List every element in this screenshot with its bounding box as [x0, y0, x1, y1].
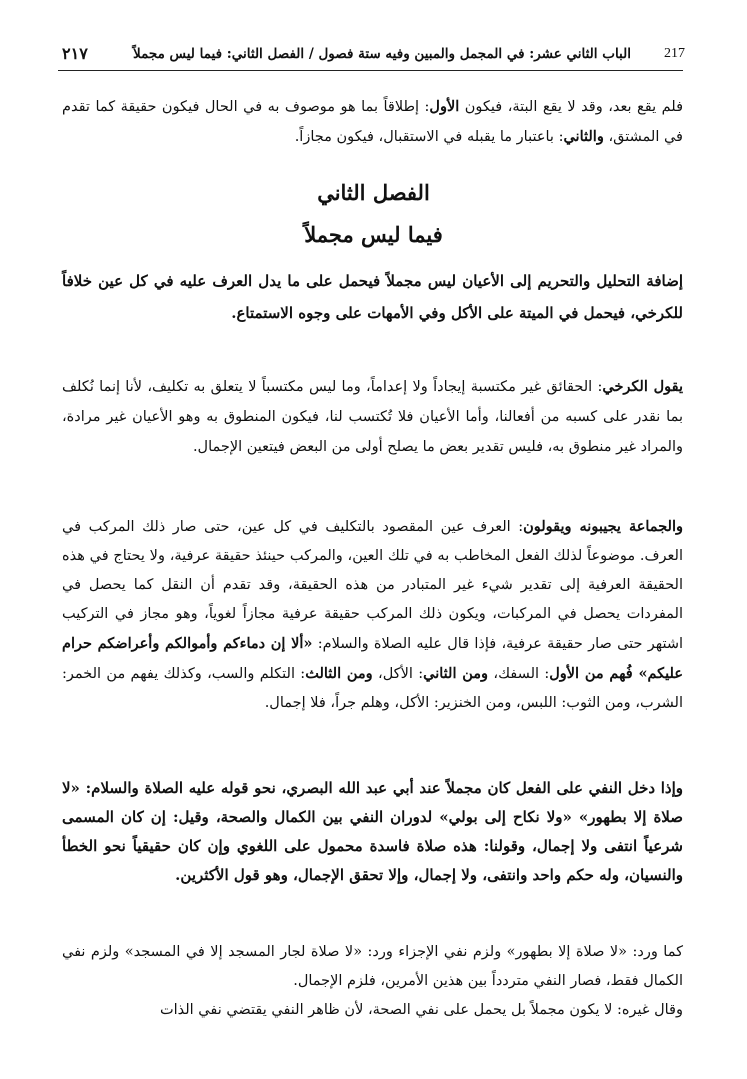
jamaa-lead: والجماعة يجيبونه ويقولون [523, 518, 684, 535]
jamaa-paragraph [62, 512, 683, 718]
last-line-1: كما ورد: «لا صلاة إلا بطهور» ولزم نفي الإجزاء ورد: «لا صلاة لجار المسجد إلا في المسجد» ولزم نفي الكمال فقط، فصار النفي متردداً بين هذين الأمرين، فلزم الإجمال. [62, 944, 683, 989]
intro-paragraph [62, 92, 683, 152]
jamaa-text-1: : العرف عين المقصود بالتكليف في كل عين، حتى صار ذلك المركب في العرف. موضوعاً لذلك الفعل المخاطب به في تلك العين، والمركب حينئذ حقيقة عرفية، ولا يحتاج في هذه الحقيقة العرفية إلى تقدير شيء غير المتبادر من هذه الحقيقة، وقد تقدم أن النقل كما يحصل في المفردات يحصل في المركبات، ويكون ذلك المركب حقيقة عرفية مجازاً لغوياً، وهو مجاز في التركيب اشتهر حتى صار حقيقة عرفية، فإذا قال عليه الصلاة والسلام: [62, 519, 683, 652]
running-header [58, 40, 683, 71]
running-title: الباب الثاني عشر: في المجمل والمبين وفيه ستة فصول / الفصل الثاني: فيما ليس مجملاً [133, 46, 631, 62]
intro-text-3: : باعتبار ما يقبله في الاستقبال، فيكون مجازاً. [294, 129, 564, 145]
jamaa-hadith: «ألا إن دماءكم وأموالكم وأعراضكم حرام عليكم» فُهم من الأول [62, 635, 683, 682]
page-number: 217 [664, 46, 685, 61]
jamaa-bold-second: ومن الثاني [423, 665, 489, 682]
jamaa-text-4: : التكلم والسب، وكذلك يفهم من الخمر: الشرب، ومن الثوب: اللبس، ومن الخنزير: الأكل، وهلم جراً، فلا إجمال. [62, 666, 683, 711]
jamaa-text-2: : السفك، [488, 666, 550, 682]
karkhi-lead: يقول الكرخي [602, 378, 683, 395]
last-paragraph [62, 938, 683, 1025]
intro-text-2: : إطلاقاً بما هو موصوف به في الحال فيكون حقيقة كما تقدم في المشتق، [62, 99, 683, 145]
karkhi-text: : الحقائق غير مكتسبة إيجاداً ولا إعداماً، وما ليس مكتسباً لا يتعلق به تكليف، لأنا إنما نُكلف بما نقدر على كسبه من أفعالنا، وأما الأعيان فلا تُكتسب لنا، فيكون المنطوق به وهو الأعيان غير مرادة، والمراد غير منطوق به، فليس تقدير بعض ما يصلح أولى من البعض فيتعين الإجمال. [62, 379, 683, 455]
intro-bold-1: الأول [429, 98, 460, 115]
page-number-arabic: ٢١٧ [62, 44, 88, 63]
intro-text-1: فلم يقع بعد، وقد لا يقع البتة، فيكون [459, 99, 683, 115]
nafy-paragraph: وإذا دخل النفي على الفعل كان مجملاً عند أبي عبد الله البصري، نحو قوله عليه الصلاة والسلام: «لا صلاة إلا بطهور» «ولا نكاح إلى بولي» لدوران النفي بين الكمال والصحة، وقيل: إن كان المسمى شرعياً انتفى ولا إجمال، وقولنا: هذه صلاة فاسدة محمول على اللغوي وإن كان حقيقياً نحو الخطأ والنسيان، وله حكم واحد وانتفى، ولا إجمال، وإلا تحقق الإجمال، وهو قول الأكثرين. [62, 779, 683, 884]
jamaa-text-3: : الأكل، [372, 666, 424, 682]
chapter-subtitle: فيما ليس مجملاً [304, 222, 443, 247]
chapter-title: الفصل الثاني [317, 180, 430, 205]
karkhi-paragraph [62, 372, 683, 462]
last-line-2: وقال غيره: لا يكون مجملاً بل يحمل على نفي الصحة، لأن ظاهر النفي يقتضي نفي الذات [159, 1002, 683, 1018]
intro-bold-2: والثاني [563, 128, 604, 145]
jamaa-bold-third: ومن الثالث [305, 665, 373, 682]
thesis-paragraph: إضافة التحليل والتحريم إلى الأعيان ليس مجملاً فيحمل على ما يدل العرف عليه في كل عين خلافاً للكرخي، فيحمل في الميتة على الأكل وفي الأمهات على وجوه الاستمتاع. [62, 272, 683, 322]
